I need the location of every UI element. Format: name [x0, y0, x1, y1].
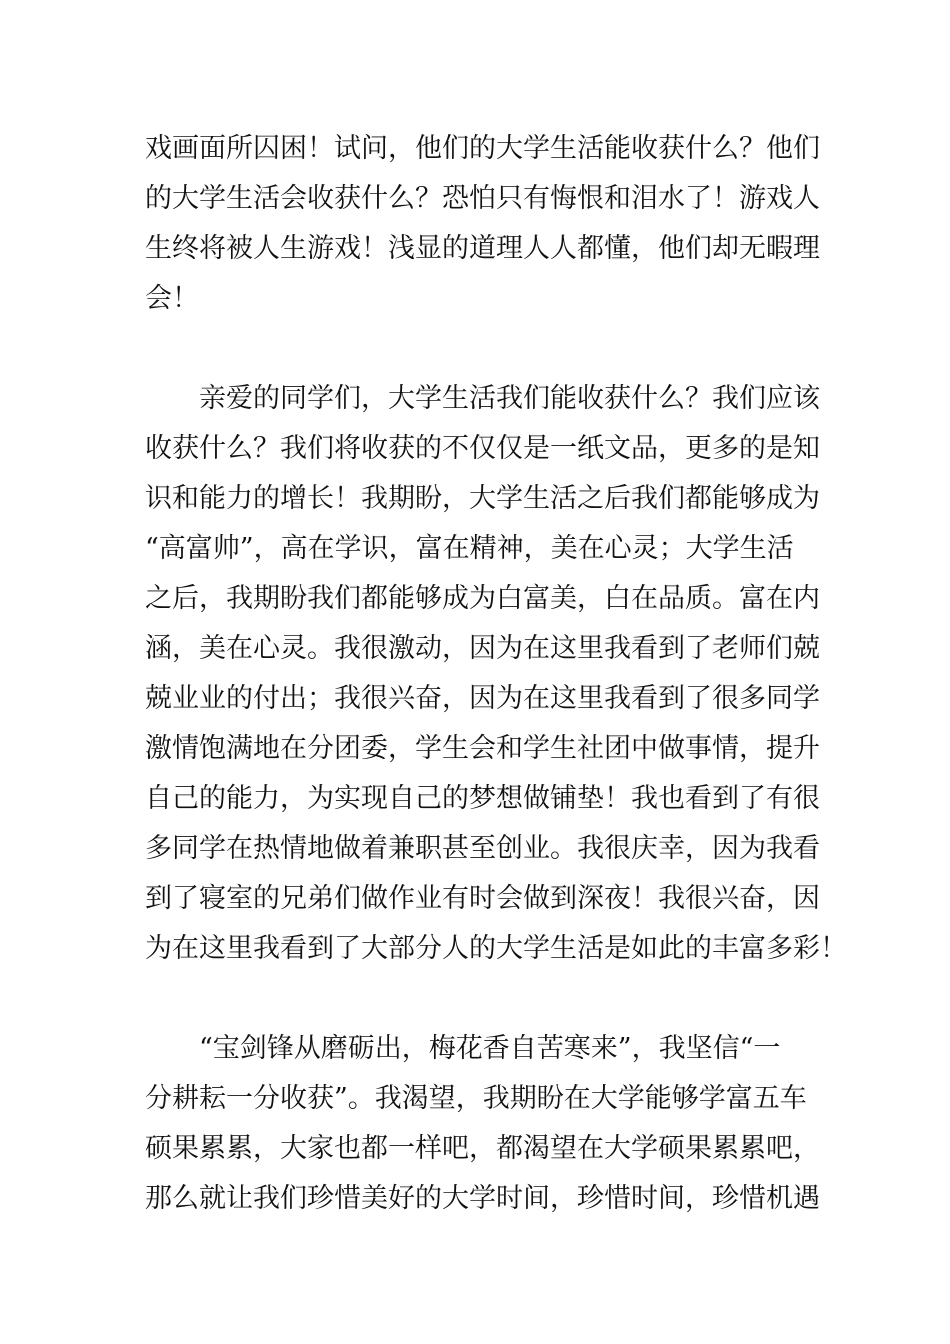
paragraph-line: 亲爱的同学们，大学生活我们能收获什么？我们应该 [145, 383, 820, 414]
paragraph-2 [145, 374, 847, 974]
paragraph-line: 生终将被人生游戏！浅显的道理人人都懂，他们却无暇理 [145, 233, 820, 264]
paragraph-line: 之后，我期盼我们都能够成为白富美，白在品质。富在内 [145, 583, 820, 614]
paragraph-line: 兢业业的付出；我很兴奋，因为在这里我看到了很多同学 [145, 683, 820, 714]
paragraph-line: 自己的能力，为实现自己的梦想做铺垫！我也看到了有很 [145, 783, 820, 814]
paragraph-line: 涵，美在心灵。我很激动，因为在这里我看到了老师们兢 [145, 633, 820, 664]
paragraph-line: 分耕耘一分收获”。我渴望，我期盼在大学能够学富五车 [145, 1083, 807, 1114]
paragraph-line: 为在这里我看到了大部分人的大学生活是如此的丰富多彩！ [145, 933, 847, 964]
paragraph-line: 到了寝室的兄弟们做作业有时会做到深夜！我很兴奋，因 [145, 883, 820, 914]
paragraph-3 [145, 1024, 820, 1224]
paragraph-line: 会！ [145, 283, 199, 314]
paragraph-line: 戏画面所囚困！试问，他们的大学生活能收获什么？他们 [145, 133, 820, 164]
paragraph-line: 收获什么？我们将收获的不仅仅是一纸文品，更多的是知 [145, 433, 820, 464]
paragraph-line: 激情饱满地在分团委，学生会和学生社团中做事情，提升 [145, 733, 820, 764]
paragraph-line: “宝剑锋从磨砺出，梅花香自苦寒来”，我坚信“一 [145, 1033, 781, 1064]
paragraph-line: 那么就让我们珍惜美好的大学时间，珍惜时间，珍惜机遇 [145, 1183, 820, 1214]
paragraph-line: 的大学生活会收获什么？恐怕只有悔恨和泪水了！游戏人 [145, 183, 820, 214]
paragraph-line: “高富帅”，高在学识，富在精神，美在心灵；大学生活 [145, 533, 794, 564]
paragraph-1 [145, 124, 820, 324]
paragraph-line: 硕果累累，大家也都一样吧，都渴望在大学硕果累累吧， [145, 1133, 820, 1164]
paragraph-line: 识和能力的增长！我期盼，大学生活之后我们都能够成为 [145, 483, 820, 514]
paragraph-line: 多同学在热情地做着兼职甚至创业。我很庆幸，因为我看 [145, 833, 820, 864]
